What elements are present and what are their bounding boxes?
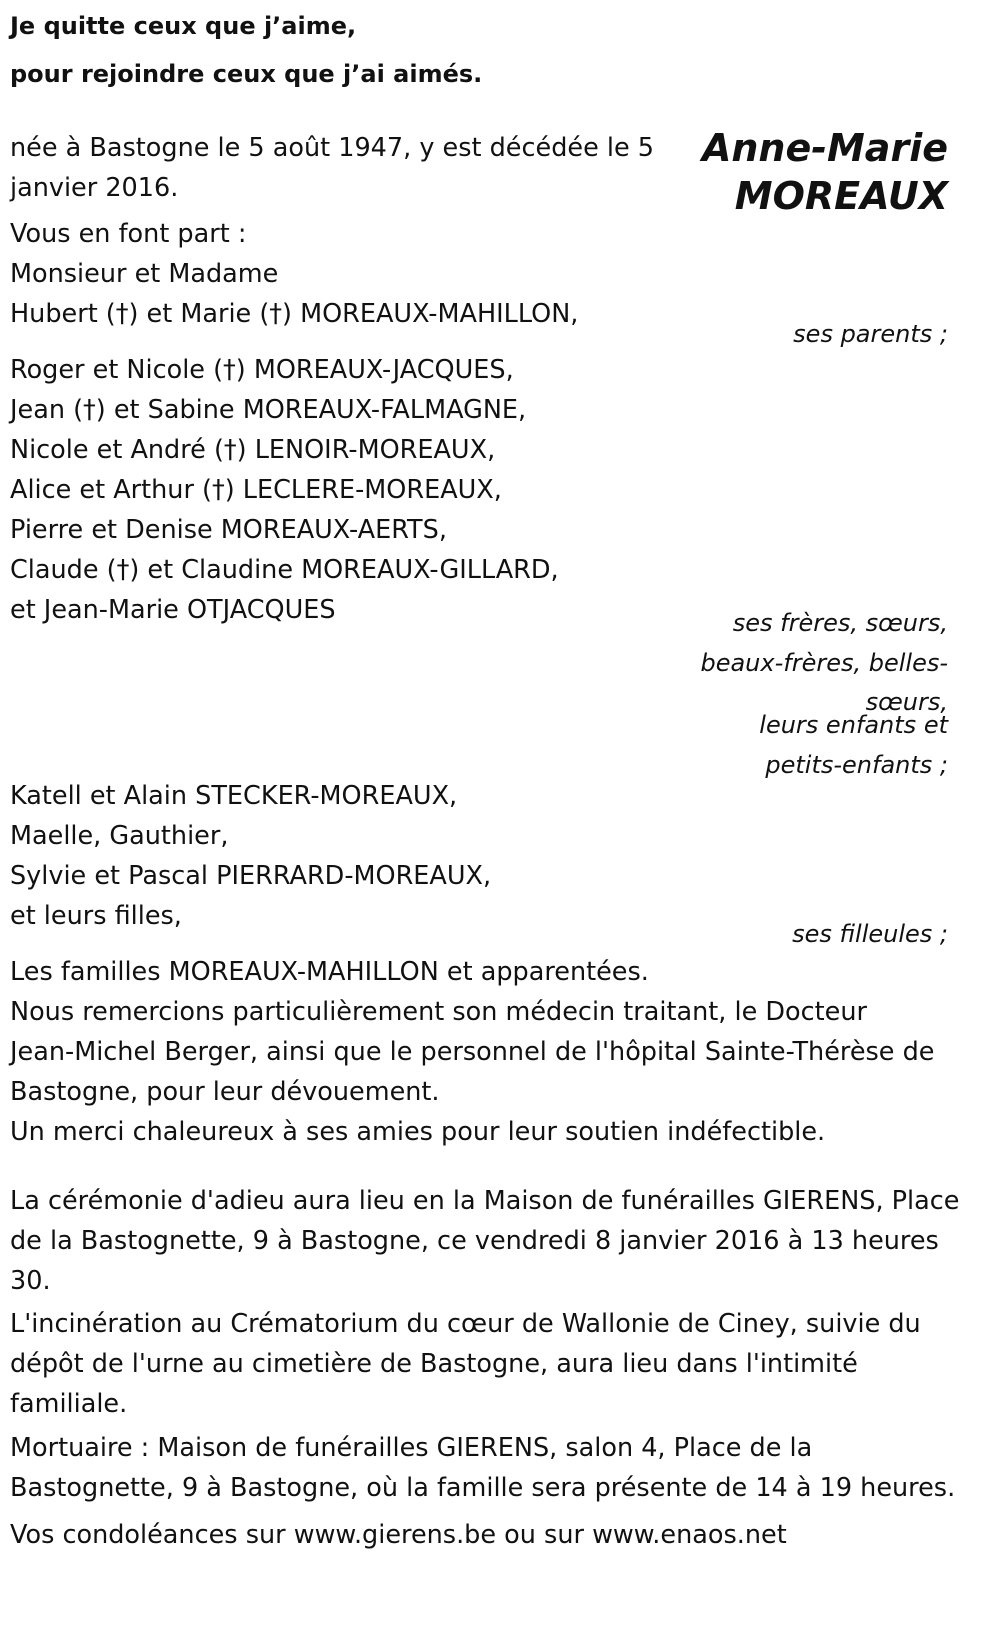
deceased-first-name: Anne-Marie [701, 126, 948, 170]
siblings-role-line: beaux-frères, belles- [700, 649, 948, 677]
thanks-line: Jean-Michel Berger, ainsi que le personnel de l'hôpital Sainte-Thérèse de [10, 1037, 935, 1067]
ceremony-line: de la Bastognette, 9 à Bastogne, ce vendredi 8 janvier 2016 à 13 heures [10, 1226, 939, 1256]
godchild-line: Sylvie et Pascal PIERRARD-MOREAUX, [10, 861, 492, 891]
sibling-line: Claude (†) et Claudine MOREAUX-GILLARD, [10, 555, 559, 585]
cremation-line: dépôt de l'urne au cimetière de Bastogne, aura lieu dans l'intimité [10, 1349, 858, 1379]
mortuary-block [10, 1428, 955, 1508]
siblings-role-line: sœurs, [865, 688, 948, 716]
thanks-line: Bastogne, pour leur dévouement. [10, 1077, 440, 1107]
siblings-role-line: leurs enfants et [759, 711, 948, 739]
godchildren-block [10, 776, 491, 936]
siblings-role-line: ses frères, sœurs, [732, 609, 948, 637]
deceased-last-name: MOREAUX [734, 174, 948, 218]
ceremony-line: 30. [10, 1266, 51, 1296]
birth-line-1: née à Bastogne le 5 août 1947, y est décédée le 5 [10, 133, 654, 163]
header-line-2: pour rejoindre ceux que j’ai aimés. [10, 60, 483, 88]
godchildren-role: ses filleules ; [792, 920, 948, 948]
cremation-line: familiale. [10, 1389, 128, 1419]
mortuary-line: Mortuaire : Maison de funérailles GIERENS, salon 4, Place de la [10, 1433, 813, 1463]
parents-block [10, 214, 578, 334]
parents-names: Hubert (†) et Marie (†) MOREAUX-MAHILLON, [10, 299, 579, 329]
sibling-line: Nicole et André (†) LENOIR-MOREAUX, [10, 435, 496, 465]
sibling-line: et Jean-Marie OTJACQUES [10, 595, 336, 625]
cremation-line: L'incinération au Crématorium du cœur de Wallonie de Ciney, suivie du [10, 1309, 921, 1339]
sibling-line: Pierre et Denise MOREAUX-AERTS, [10, 515, 447, 545]
ceremony-line: La cérémonie d'adieu aura lieu en la Maison de funérailles GIERENS, Place [10, 1186, 960, 1216]
siblings-block [10, 350, 559, 630]
siblings-role [700, 603, 948, 785]
condolences-line: Vos condoléances sur www.gierens.be ou sur www.enaos.net [10, 1520, 787, 1550]
announce-intro: Vous en font part : [10, 219, 247, 249]
birth-death-info [10, 128, 654, 208]
birth-line-2: janvier 2016. [10, 173, 179, 203]
mortuary-line: Bastognette, 9 à Bastogne, où la famille sera présente de 14 à 19 heures. [10, 1473, 956, 1503]
thanks-line: Nous remercions particulièrement son médecin traitant, le Docteur [10, 997, 867, 1027]
header-quote [10, 2, 482, 98]
godchild-line: Katell et Alain STECKER-MOREAUX, [10, 781, 458, 811]
siblings-role-line: petits-enfants ; [765, 751, 948, 779]
sibling-line: Roger et Nicole (†) MOREAUX-JACQUES, [10, 355, 514, 385]
parents-role: ses parents ; [793, 320, 948, 348]
godchild-line: Maelle, Gauthier, [10, 821, 229, 851]
families-line: Les familles MOREAUX-MAHILLON et apparentées. [10, 957, 649, 987]
deceased-name [702, 124, 948, 220]
header-line-1: Je quitte ceux que j’aime, [10, 12, 357, 40]
thanks-line: Un merci chaleureux à ses amies pour leur soutien indéfectible. [10, 1117, 826, 1147]
parents-title: Monsieur et Madame [10, 259, 279, 289]
godchild-line: et leurs filles, [10, 901, 182, 931]
sibling-line: Alice et Arthur (†) LECLERE-MOREAUX, [10, 475, 502, 505]
ceremony-block [10, 1181, 959, 1301]
cremation-block [10, 1304, 921, 1424]
sibling-line: Jean (†) et Sabine MOREAUX-FALMAGNE, [10, 395, 527, 425]
families-thanks-block [10, 952, 934, 1152]
